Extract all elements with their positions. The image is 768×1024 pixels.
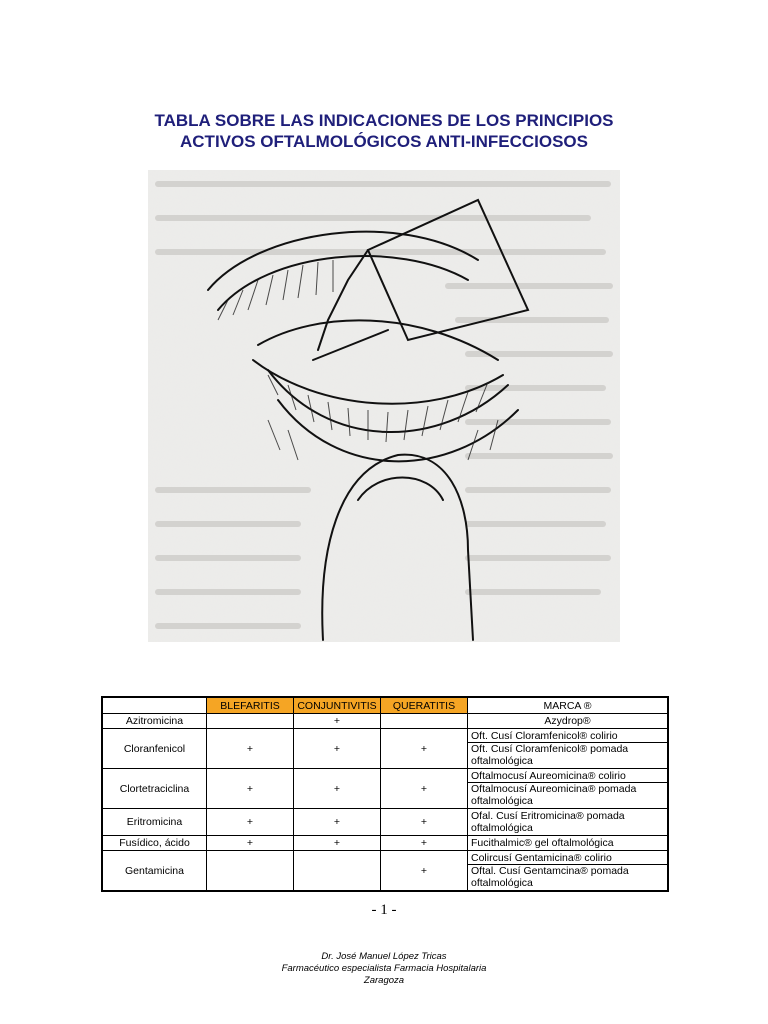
table-row (102, 809, 668, 836)
blefaritis-mark: + (207, 836, 294, 851)
table-row (102, 769, 668, 809)
document-title (0, 110, 768, 152)
blefaritis-mark: + (207, 809, 294, 836)
footer-city: Zaragoza (363, 975, 405, 986)
indications-table (101, 696, 669, 892)
brand-cell (468, 714, 669, 729)
table-row (102, 851, 668, 892)
footer (0, 951, 768, 987)
brand-name: Azydrop® (544, 715, 591, 727)
blefaritis-mark (207, 851, 294, 892)
table-row (102, 714, 668, 729)
conjuntivitis-mark: + (294, 809, 381, 836)
footer-author: Dr. José Manuel López Tricas (321, 951, 447, 962)
brand-name: Colircusí Gentamicina® colirio (468, 852, 667, 865)
queratitis-mark (381, 714, 468, 729)
header-marca: MARCA ® (468, 697, 669, 714)
title-line-2: ACTIVOS OFTALMOLÓGICOS ANTI-INFECCIOSOS (180, 132, 588, 151)
queratitis-mark: + (381, 769, 468, 809)
queratitis-mark: + (381, 729, 468, 769)
blefaritis-mark: + (207, 729, 294, 769)
brand-cell (468, 836, 669, 851)
title-line-1: TABLA SOBRE LAS INDICACIONES DE LOS PRINCIPIOS (154, 111, 614, 130)
conjuntivitis-mark: + (294, 836, 381, 851)
header-drug-name (102, 697, 207, 714)
header-conjuntivitis: CONJUNTIVITIS (294, 697, 381, 714)
conjuntivitis-mark: + (294, 769, 381, 809)
brand-cell (468, 851, 669, 892)
queratitis-mark: + (381, 809, 468, 836)
drug-name: Azitromicina (102, 714, 207, 729)
drug-name: Cloranfenicol (102, 729, 207, 769)
brand-name: Oftalmocusí Aureomicina® colirio (468, 770, 667, 783)
queratitis-mark: + (381, 836, 468, 851)
brand-name: Oft. Cusí Cloramfenicol® pomada oftalmológica (471, 743, 629, 767)
header-queratitis: QUERATITIS (381, 697, 468, 714)
footer-role: Farmacéutico especialista Farmacia Hospitalaria (281, 963, 487, 974)
brand-cell (468, 769, 669, 809)
table-header-row (102, 697, 668, 714)
brand-name: Ofal. Cusí Eritromicina® pomada oftalmológica (471, 810, 625, 834)
eye-drop-application-drawing-icon (148, 170, 620, 642)
brand-name: Fucithalmic® gel oftalmológica (471, 837, 614, 849)
brand-name: Oftal. Cusí Gentamcina® pomada oftalmológica (471, 865, 629, 889)
conjuntivitis-mark (294, 851, 381, 892)
table-row (102, 836, 668, 851)
conjuntivitis-mark: + (294, 729, 381, 769)
drug-name: Fusídico, ácido (102, 836, 207, 851)
drug-name: Eritromicina (102, 809, 207, 836)
page-number: - 1 - (371, 902, 397, 918)
drug-name: Gentamicina (102, 851, 207, 892)
conjuntivitis-mark: + (294, 714, 381, 729)
header-blefaritis: BLEFARITIS (207, 697, 294, 714)
table-row (102, 729, 668, 769)
brand-cell (468, 729, 669, 769)
brand-name: Oft. Cusí Cloramfenicol® colirio (468, 730, 667, 743)
queratitis-mark: + (381, 851, 468, 892)
brand-name: Oftalmocusí Aureomicina® pomada oftalmológica (471, 783, 637, 807)
blefaritis-mark (207, 714, 294, 729)
brand-cell (468, 809, 669, 836)
blefaritis-mark: + (207, 769, 294, 809)
drug-name: Clortetraciclina (102, 769, 207, 809)
